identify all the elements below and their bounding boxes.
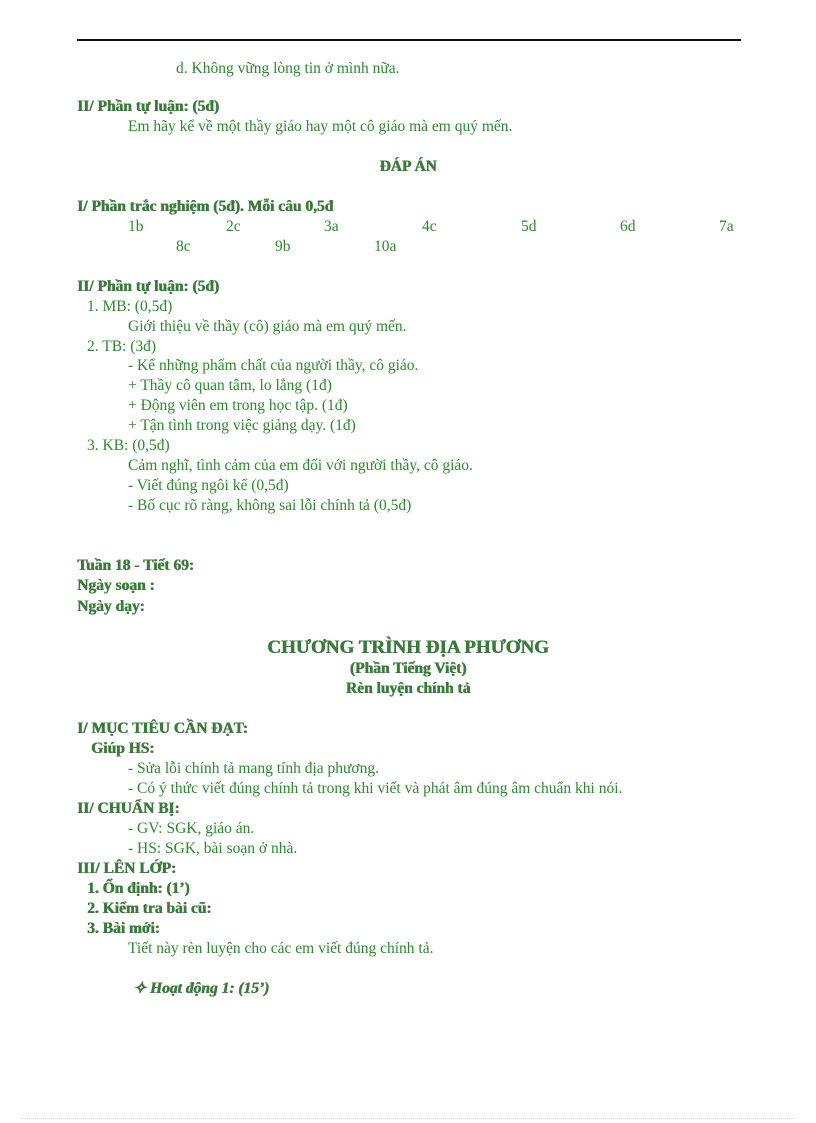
tb-line: + Tận tình trong việc giảng dạy. (1đ) (128, 417, 356, 434)
tb-label: 2. TB: (3đ) (87, 338, 157, 355)
answer-10: 10a (374, 238, 397, 255)
essay-heading: II/ Phần tự luận: (5đ) (77, 98, 219, 115)
lesson-subtitle: (Phần Tiếng Việt) (349, 660, 467, 677)
class-item: 1. Ổn định: (1’) (87, 880, 190, 897)
tb-line: + Thầy cô quan tâm, lo lắng (1đ) (128, 377, 332, 394)
class-item: 2. Kiểm tra bài cũ: (87, 900, 212, 917)
answer-option-d: d. Không vững lòng tin ở mình nữa. (176, 60, 400, 77)
tb-line: + Động viên em trong học tập. (1đ) (128, 397, 348, 414)
answer-3: 3a (324, 218, 339, 235)
class-heading: III/ LÊN LỚP: (77, 860, 177, 877)
goals-heading: I/ MỤC TIÊU CẦN ĐẠT: (77, 720, 248, 737)
goal-item: - Sửa lỗi chính tả mang tính địa phương. (128, 760, 380, 777)
prep-item: - HS: SGK, bài soạn ở nhà. (128, 840, 298, 857)
mb-label: 1. MB: (0,5đ) (87, 298, 173, 315)
kb-line: - Bố cục rõ ràng, không sai lỗi chính tả (0,5đ) (128, 497, 412, 514)
essay-answer-heading: II/ Phần tự luận: (5đ) (77, 278, 219, 295)
mb-text: Giới thiệu về thầy (cô) giáo mà em quý mến. (128, 318, 407, 335)
kb-line: - Viết đúng ngôi kể (0,5đ) (128, 477, 289, 494)
multiple-choice-heading: I/ Phần trắc nghiệm (5đ). Mỗi câu 0,5đ (77, 198, 334, 215)
tb-line: - Kể những phẩm chất của người thầy, cô giáo. (128, 357, 419, 374)
answer-1: 1b (128, 218, 144, 235)
teach-date: Ngày dạy: (77, 598, 145, 615)
activity-heading: ✧ Hoạt động 1: (15’) (133, 980, 270, 997)
answer-2: 2c (226, 218, 241, 235)
answer-6: 6d (620, 218, 636, 235)
goals-sub: Giúp HS: (91, 740, 155, 757)
answer-key-title: ĐÁP ÁN (379, 158, 437, 175)
new-lesson-text: Tiết này rèn luyện cho các em viết đúng chính tả. (128, 940, 434, 957)
essay-prompt: Em hãy kể về một thầy giáo hay một cô giáo mà em quý mến. (128, 118, 513, 135)
page-bottom-border (20, 1118, 796, 1119)
answer-8: 8c (176, 238, 191, 255)
prep-heading: II/ CHUẨN BỊ: (77, 800, 180, 817)
header-rule (77, 39, 741, 41)
class-item: 3. Bài mới: (87, 920, 160, 937)
lesson-topic: Rèn luyện chính tả (345, 680, 471, 697)
answer-7: 7a (719, 218, 734, 235)
prep-date: Ngày soạn : (77, 577, 155, 594)
lesson-title: CHƯƠNG TRÌNH ĐỊA PHƯƠNG (267, 637, 549, 658)
answer-9: 9b (275, 238, 291, 255)
goal-item: - Có ý thức viết đúng chính tả trong khi viết và phát âm đúng âm chuẩn khi nói. (128, 780, 623, 797)
week-lesson: Tuần 18 - Tiết 69: (77, 557, 194, 574)
kb-label: 3. KB: (0,5đ) (87, 437, 170, 454)
prep-item: - GV: SGK, giáo án. (128, 820, 255, 837)
answer-5: 5d (521, 218, 537, 235)
kb-line: Cảm nghĩ, tình cảm của em đối với người thầy, cô giáo. (128, 457, 473, 474)
answer-4: 4c (422, 218, 437, 235)
